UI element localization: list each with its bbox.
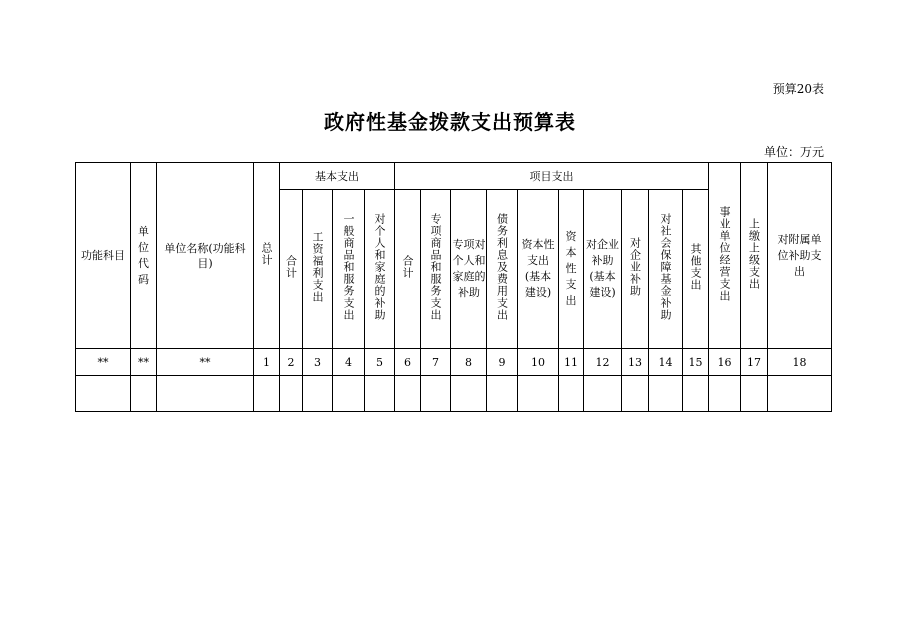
col-project-capital-basic: 资本性支出(基本建设) <box>518 190 559 349</box>
col-project-goods: 专项商品和服务支出 <box>421 190 451 349</box>
index-cell: ** <box>157 349 254 376</box>
col-basic-salary: 工资福利支出 <box>303 190 333 349</box>
empty-cell[interactable] <box>280 376 303 412</box>
index-cell: 11 <box>559 349 584 376</box>
col-unit-name: 单位名称(功能科目) <box>157 163 254 349</box>
index-cell: 8 <box>451 349 487 376</box>
col-total: 总计 <box>254 163 280 349</box>
col-project-personal: 专项对个人和家庭的补助 <box>451 190 487 349</box>
col-basic-personal: 对个人和家庭的补助 <box>365 190 395 349</box>
index-cell: 7 <box>421 349 451 376</box>
empty-cell[interactable] <box>303 376 333 412</box>
empty-cell[interactable] <box>157 376 254 412</box>
col-func-subject: 功能科目 <box>76 163 131 349</box>
index-cell: ** <box>131 349 157 376</box>
index-cell: 4 <box>333 349 365 376</box>
empty-cell[interactable] <box>131 376 157 412</box>
col-project-debt: 债务利息及费用支出 <box>487 190 518 349</box>
index-cell: 12 <box>584 349 622 376</box>
col-unit-code: 单位代码 <box>131 163 157 349</box>
index-cell: 17 <box>741 349 768 376</box>
empty-cell[interactable] <box>421 376 451 412</box>
col-project-social: 对社会保障基金补助 <box>649 190 683 349</box>
index-cell: 14 <box>649 349 683 376</box>
empty-cell[interactable] <box>559 376 584 412</box>
col-upper: 上缴上级支出 <box>741 163 768 349</box>
empty-cell[interactable] <box>741 376 768 412</box>
empty-cell[interactable] <box>254 376 280 412</box>
col-project-enterprise: 对企业补助 <box>622 190 649 349</box>
table-number: 预算20表 <box>772 82 824 96</box>
header-row-1 <box>76 163 832 190</box>
index-cell: 10 <box>518 349 559 376</box>
unit-label: 单位：万元 <box>763 145 824 159</box>
col-basic-goods: 一般商品和服务支出 <box>333 190 365 349</box>
empty-cell[interactable] <box>584 376 622 412</box>
col-project-total: 合计 <box>395 190 421 349</box>
index-cell: 15 <box>683 349 709 376</box>
index-cell: 18 <box>768 349 832 376</box>
empty-cell[interactable] <box>649 376 683 412</box>
empty-cell[interactable] <box>365 376 395 412</box>
index-cell: 16 <box>709 349 741 376</box>
budget-table <box>75 162 832 412</box>
col-project-capital: 资本性支出 <box>559 190 584 349</box>
empty-cell[interactable] <box>487 376 518 412</box>
index-cell: 2 <box>280 349 303 376</box>
col-subsidiary: 对附属单位补助支出 <box>768 163 832 349</box>
index-cell: 1 <box>254 349 280 376</box>
empty-cell[interactable] <box>518 376 559 412</box>
col-basic-total: 合计 <box>280 190 303 349</box>
page-title: 政府性基金拨款支出预算表 <box>324 110 576 134</box>
empty-cell[interactable] <box>76 376 131 412</box>
index-cell: 9 <box>487 349 518 376</box>
index-cell: 5 <box>365 349 395 376</box>
index-cell: 6 <box>395 349 421 376</box>
index-cell: 13 <box>622 349 649 376</box>
empty-cell[interactable] <box>622 376 649 412</box>
col-project-enterprise-basic: 对企业补助(基本建设) <box>584 190 622 349</box>
index-cell: 3 <box>303 349 333 376</box>
col-project-other: 其他支出 <box>683 190 709 349</box>
empty-cell[interactable] <box>395 376 421 412</box>
empty-cell[interactable] <box>709 376 741 412</box>
group-project-expenditure: 项目支出 <box>395 163 709 190</box>
empty-cell[interactable] <box>451 376 487 412</box>
data-row-empty <box>76 376 832 412</box>
group-basic-expenditure: 基本支出 <box>280 163 395 190</box>
empty-cell[interactable] <box>768 376 832 412</box>
col-business: 事业单位经营支出 <box>709 163 741 349</box>
index-row <box>76 349 832 376</box>
index-cell: ** <box>76 349 131 376</box>
empty-cell[interactable] <box>333 376 365 412</box>
empty-cell[interactable] <box>683 376 709 412</box>
